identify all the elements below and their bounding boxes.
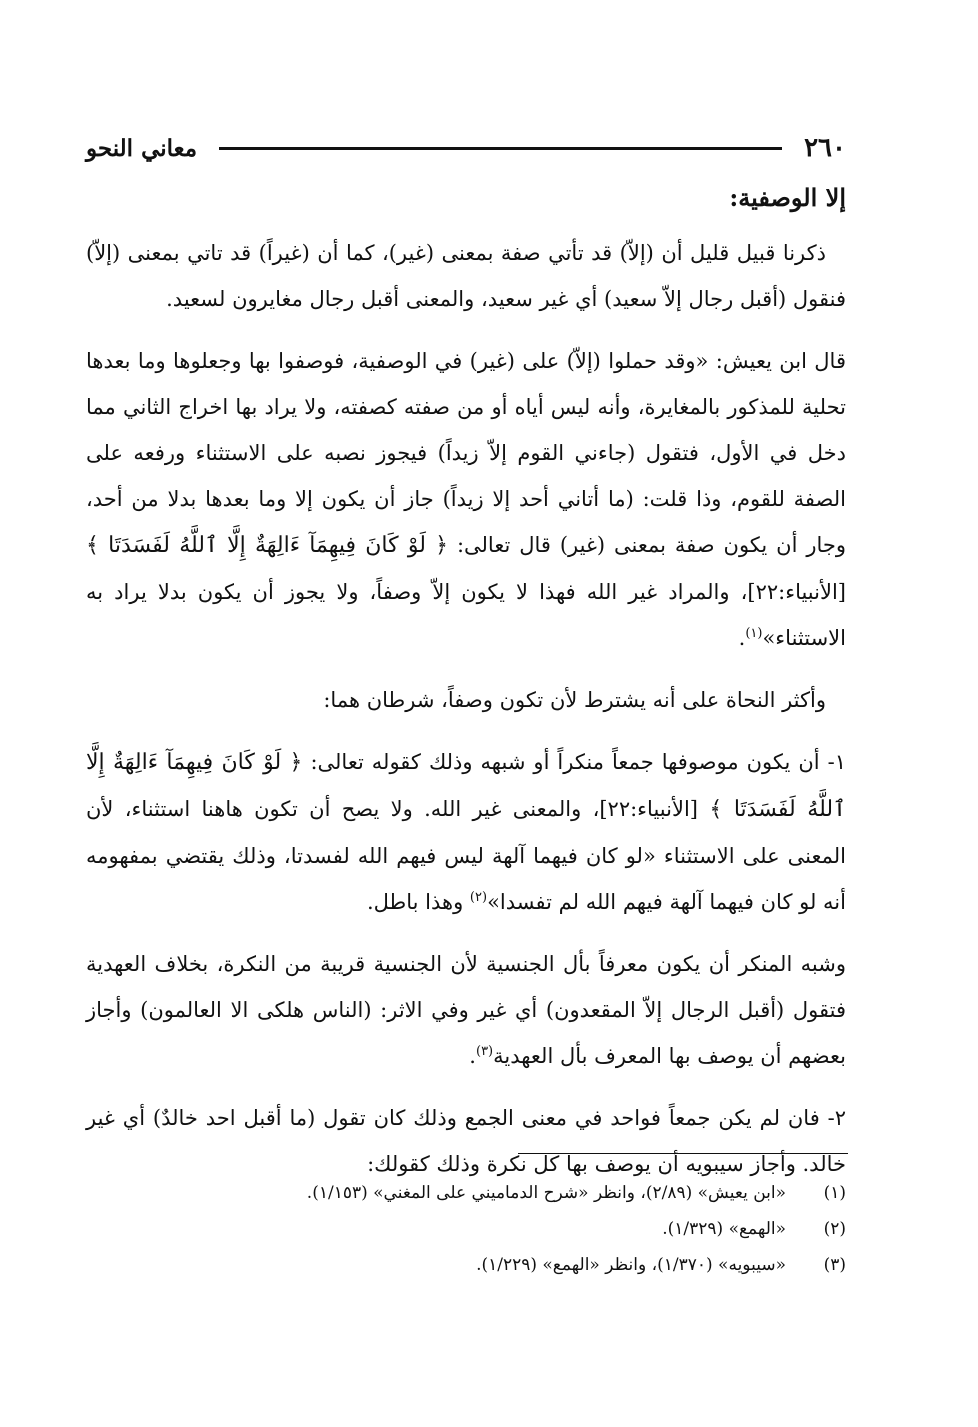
paragraph-3-text: وأكثر النحاة على أنه يشترط لأن تكون وصفاً، شرطان هما: [323, 688, 826, 712]
paragraph-2-end: . [738, 626, 746, 650]
quran-verse: ﴿ لَوْ كَانَ فِيهِمَآ ءَالِهَةٌ إِلَّا ٱللَّهُ لَفَسَدَتَا ﴾ [86, 533, 449, 558]
paragraph-2-text-b: [الأنبياء:٢٢]، والمراد غير الله فهذا لا يكون إلاّ وصفاً، ولا يجوز أن يكون بدلا يراد به الاستثناء» [86, 580, 846, 650]
page-number: ٢٦٠ [804, 133, 846, 163]
paragraph-6 [86, 1095, 846, 1187]
footnote-number: (١) [823, 1183, 846, 1203]
footnote-ref-2: (٢) [469, 890, 488, 905]
footnote-number: (٢) [823, 1219, 846, 1239]
paragraph-4 [86, 739, 846, 925]
book-title: معاني النحو [86, 134, 198, 162]
paragraph-2 [86, 338, 846, 661]
paragraph-5-end: . [469, 1044, 476, 1068]
footnote-ref-1: (١) [745, 626, 763, 641]
page-body [86, 178, 846, 1203]
footnote-separator [518, 1153, 848, 1154]
section-title: إلا الوصفية: [729, 183, 846, 212]
paragraph-1 [86, 230, 846, 322]
paragraph-5-text: وشبه المنكر أن يكون معرفاً بأل الجنسية لأن الجنسية قريبة من النكرة، بخلاف العهدية فتقول (أقبل الرجال إلاّ المقعدون) أي غير وفي الاثر: (الناس هلكى الا العالمون) وأجاز بعضهم أن يوصف بها المعرف بأل العهدية [86, 952, 846, 1068]
paragraph-4-text-b: [الأنبياء:٢٢]، والمعنى غير الله. ولا يصح أن تكون هاهنا استثناء، لأن المعنى على الاستثناء «لو كان فيهما آلهة ليس فيهم الله لفسدتا، وذلك يقتضي بمفهومه أنه لو كان فيهما آلهة فيهم الله لم تفسدا» [86, 797, 846, 914]
paragraph-2-text-a: قال ابن يعيش: «وقد حملوا (إلاّ) على (غير) في الوصفية، فوصفوا بها وجعلوها وما بعدها تحلية للمذكور بالمغايرة، وأنه ليس أياه أو من صفته كصفته، ولا يراد بها اخراج الثاني مما دخل في الأول، فتقول (جاءني القوم إلاّ زيداً) فيجوز نصبه على الاستثناء ورفعه على الصفة للقوم، وذا قلت: (ما أتاني أحد إلا زيداً) جاز أن يكون إلا وما بعدها بدلا من أحد، وجار أن يكون صفة بمعنى (غير) قال تعالى: [86, 349, 846, 557]
paragraph-4-text-a: ١- أن يكون موصوفها جمعاً منكراً أو شبهه وذلك كقوله تعالى: [310, 750, 846, 774]
footnote-number: (٣) [823, 1255, 846, 1275]
page-header [86, 128, 846, 168]
paragraph-6-text: ٢- فان لم يكن جمعاً فواحد في معنى الجمع وذلك كان تقول (ما أقبل احد خالدٌ) أي غير خالد. وأجاز سيبويه أن يوصف بها كل نكرة وذلك كقولك: [86, 1106, 846, 1176]
paragraph-5 [86, 941, 846, 1079]
paragraph-4-end: وهذا باطل. [366, 890, 470, 914]
quran-verse: ﴿ لَوْ كَانَ فِيهِمَآ ءَالِهَةٌ إِلَّا ٱللَّهُ لَفَسَدَتَا ﴾ [86, 750, 846, 822]
footnote-ref-3: (٣) [475, 1044, 494, 1059]
paragraph-1-text: ذكرنا قبيل قليل أن (إلاّ) قد تأتي صفة بمعنى (غير)، كما أن (غيراً) قد تاتي بمعنى (إلاّ) فنقول (أقبل رجال إلاّ سعيد) أي غير سعيد، والمعنى أقبل رجال مغايرون لسعيد. [86, 241, 846, 311]
footnote [86, 1211, 846, 1247]
footnote-text: «سيبويه» (١/٣٧٠)، وانظر «الهمع» (١/٢٢٩). [476, 1255, 786, 1275]
paragraph-3 [86, 677, 846, 723]
footnote-text: «الهمع» (١/٣٢٩). [662, 1219, 786, 1239]
footnotes [86, 1175, 846, 1283]
header-rule [219, 147, 782, 150]
footnote-text: «ابن يعيش» (٢/٨٩)، وانظر «شرح الدماميني على المغني» (١/١٥٣). [306, 1183, 786, 1203]
footnote [86, 1175, 846, 1211]
footnote [86, 1247, 846, 1283]
